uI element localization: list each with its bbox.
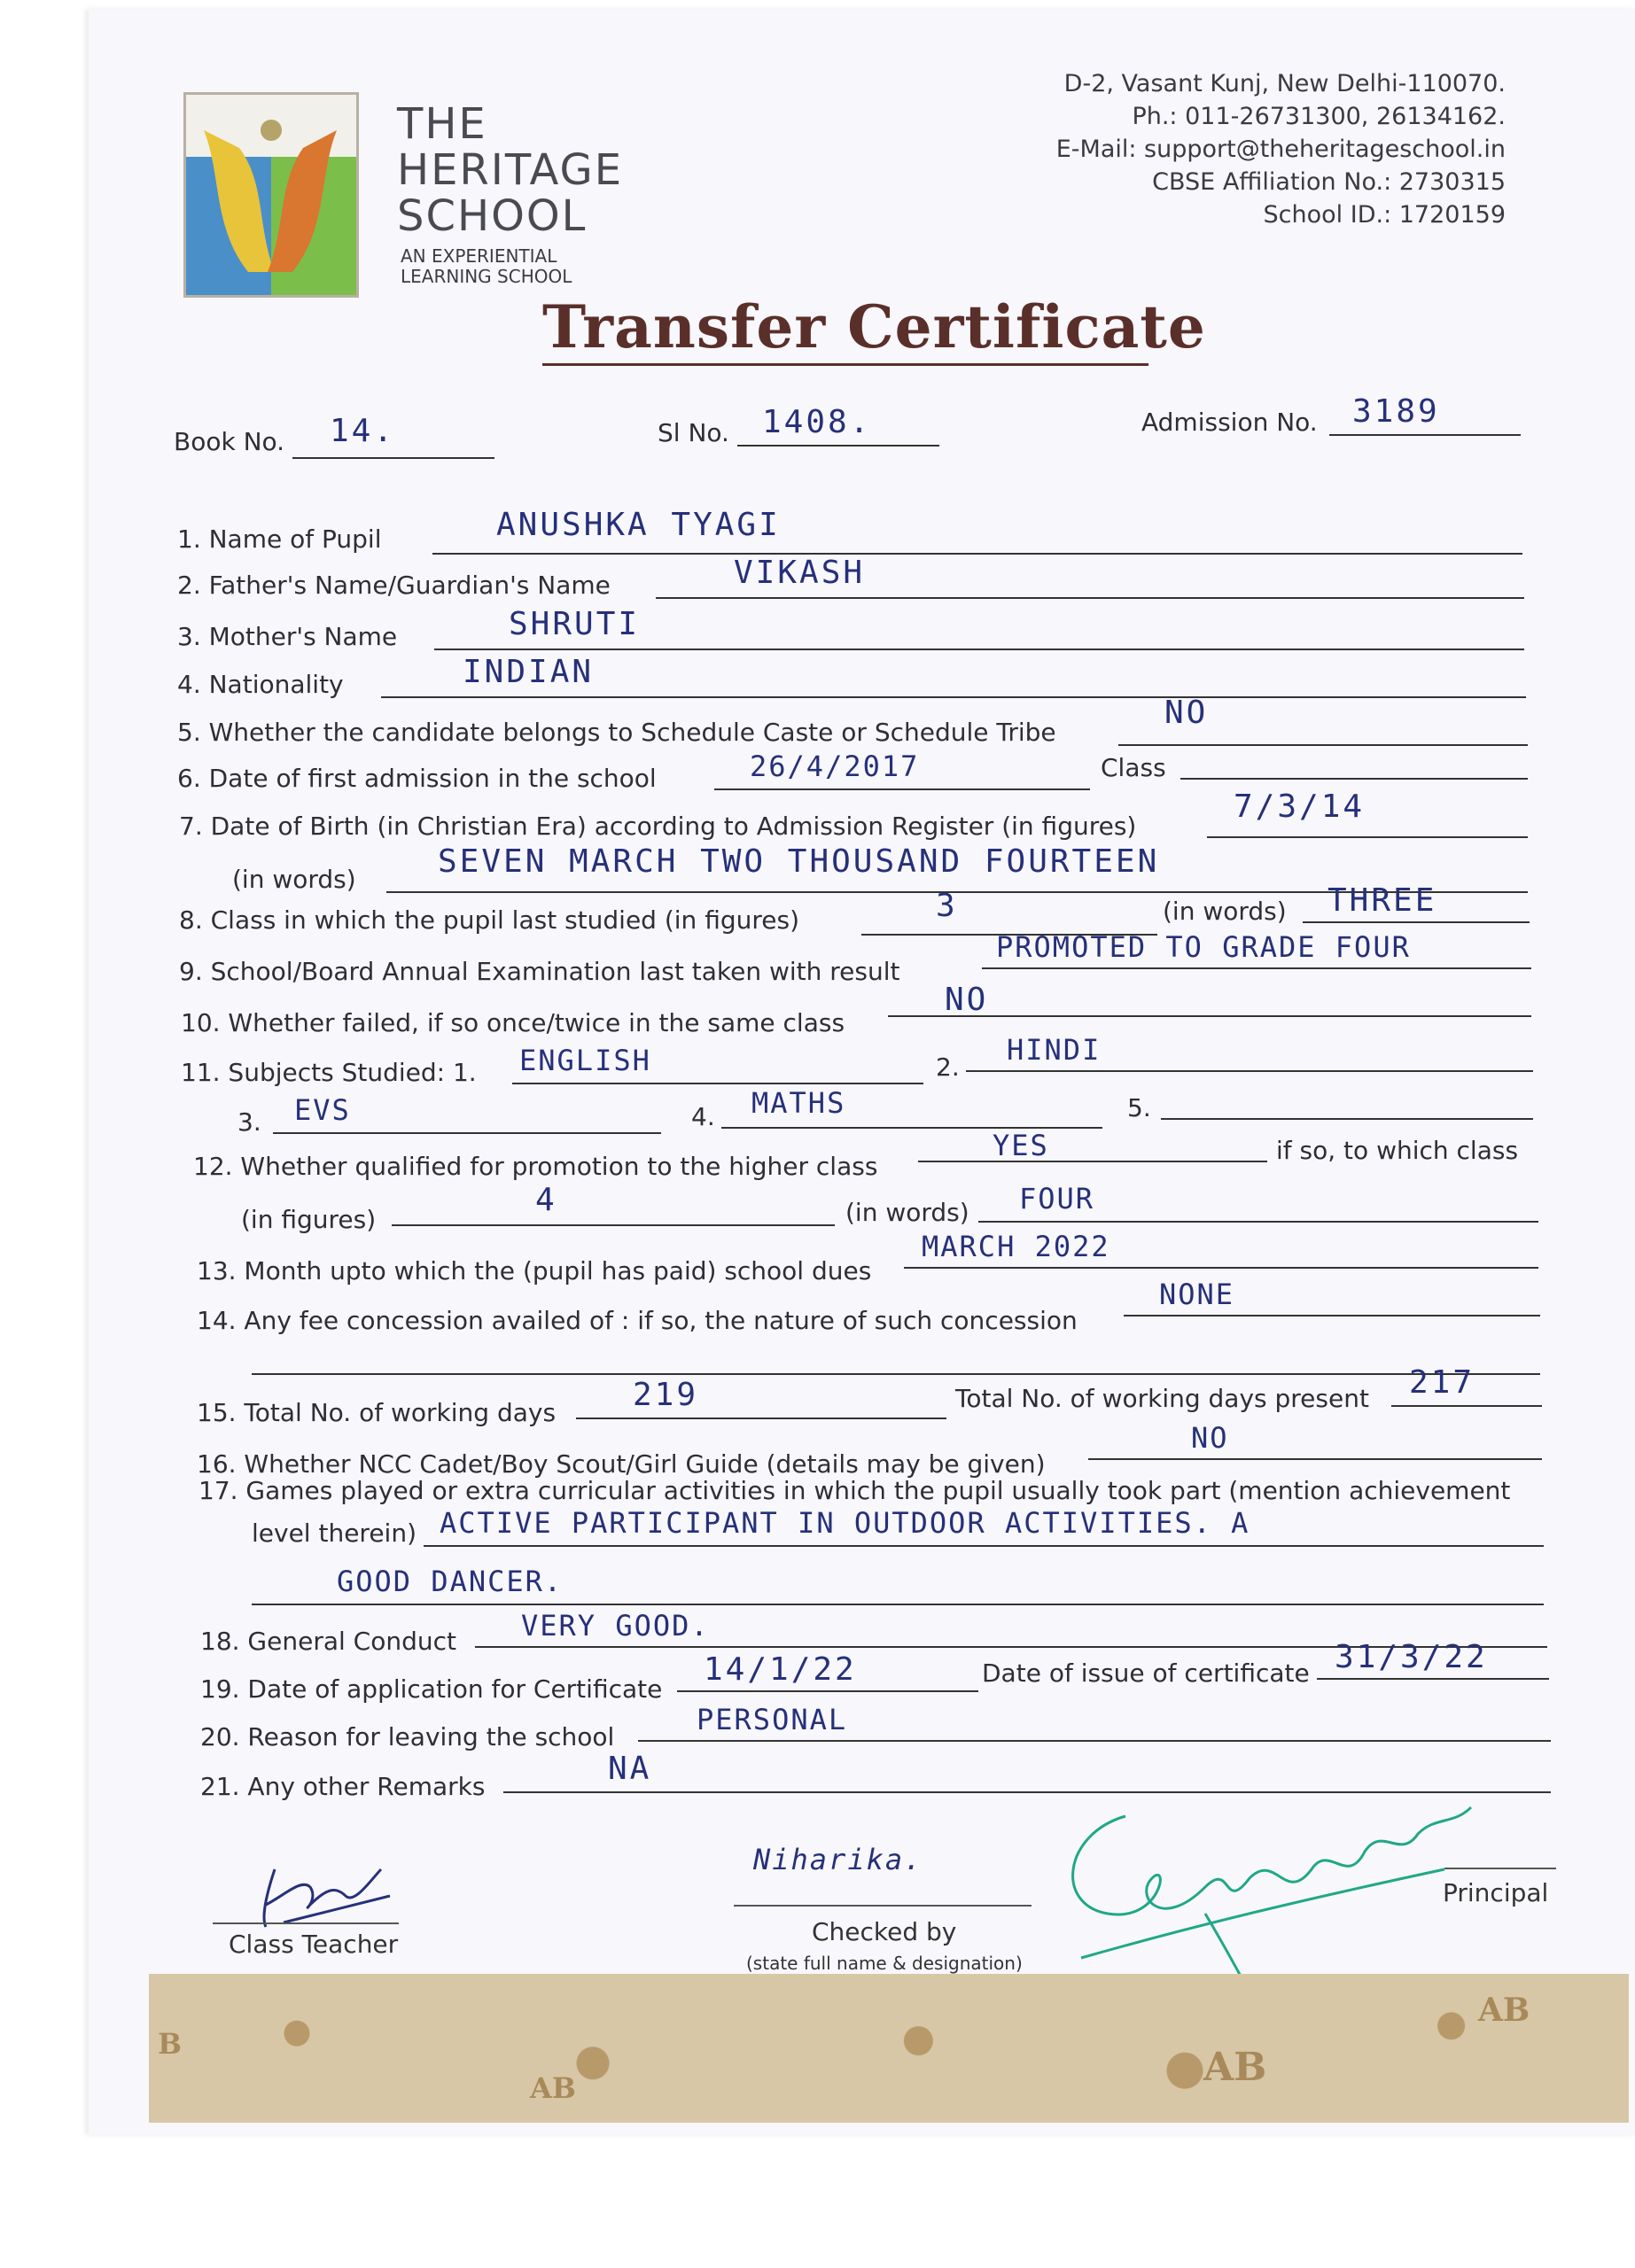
admission-no-value: 3189 (1352, 393, 1440, 430)
field-5-value: NO (1164, 695, 1209, 731)
field-15-present-label: Total No. of working days present (955, 1384, 1369, 1413)
field-8-words-label: (in words) (1163, 897, 1287, 926)
sl-no-value: 1408. (762, 404, 872, 440)
field-12-value: YES (993, 1129, 1049, 1162)
field-19-value: 14/1/22 (704, 1651, 857, 1688)
field-18-label: 18. General Conduct (200, 1627, 456, 1656)
field-6-label: 6. Date of first admission in the school (177, 764, 657, 793)
field-3-label: 3. Mother's Name (177, 622, 398, 651)
subject-5-number: 5. (1127, 1093, 1151, 1122)
field-6-class-label: Class (1101, 753, 1166, 782)
field-15-value: 219 (633, 1377, 699, 1413)
address: D-2, Vasant Kunj, New Delhi-110070. (1063, 70, 1506, 97)
field-21-label: 21. Any other Remarks (200, 1772, 486, 1801)
field-20-label: 20. Reason for leaving the school (200, 1722, 615, 1751)
banner-b-icon: B (158, 2027, 183, 2061)
field-17-value-1: ACTIVE PARTICIPANT IN OUTDOOR ACTIVITIES. A (440, 1506, 1250, 1540)
affiliation: CBSE Affiliation No.: 2730315 (1152, 168, 1506, 196)
field-12-which-label: if so, to which class (1276, 1136, 1519, 1165)
field-5-label: 5. Whether the candidate belongs to Schedule Caste or Schedule Tribe (177, 718, 1056, 747)
checked-by-signature: Niharika. (753, 1843, 923, 1876)
field-20-value: PERSONAL (697, 1703, 848, 1736)
title-underline (542, 363, 1148, 366)
admission-no-label: Admission No. (1141, 408, 1318, 437)
field-14-value: NONE (1159, 1278, 1235, 1311)
field-3-value: SHRUTI (509, 606, 641, 642)
field-10-label: 10. Whether failed, if so once/twice in the same class (181, 1008, 845, 1037)
field-13-label: 13. Month upto which the (pupil has paid) school dues (197, 1256, 872, 1285)
field-4-label: 4. Nationality (177, 670, 344, 699)
field-17-value-2: GOOD DANCER. (337, 1565, 564, 1598)
field-19-label: 19. Date of application for Certificate (200, 1674, 663, 1704)
email: E-Mail: support@theheritageschool.in (1055, 136, 1506, 163)
field-2-value: VIKASH (734, 555, 866, 591)
field-16-value: NO (1191, 1421, 1229, 1455)
school-logo (183, 92, 359, 298)
decorative-banner (149, 1974, 1629, 2123)
document-title: Transfer Certificate (542, 292, 1206, 361)
field-10-value: NO (945, 982, 989, 1018)
field-18-value: VERY GOOD. (521, 1609, 710, 1643)
subject-1-value: ENGLISH (519, 1044, 651, 1077)
school-id: School ID.: 1720159 (1263, 201, 1506, 229)
banner-ab-icon: AB (1478, 1992, 1530, 2029)
field-7-label: 7. Date of Birth (in Christian Era) according to Admission Register (in figures) (179, 812, 1137, 841)
subject-4-number: 4. (691, 1102, 715, 1131)
field-15-label: 15. Total No. of working days (197, 1398, 557, 1427)
field-6-value: 26/4/2017 (750, 750, 920, 783)
principal-label: Principal (1443, 1878, 1549, 1907)
field-12-label: 12. Whether qualified for promotion to the higher class (193, 1152, 878, 1181)
field-19-issue-label: Date of issue of certificate (982, 1658, 1310, 1688)
school-tagline: AN EXPERIENTIAL LEARNING SCHOOL (401, 245, 572, 287)
field-8-value: 3 (936, 888, 958, 924)
field-16-label: 16. Whether NCC Cadet/Boy Scout/Girl Guide (details may be given) (197, 1449, 1046, 1479)
field-12-figures-value: 4 (535, 1182, 557, 1218)
class-teacher-signature (248, 1852, 408, 1931)
field-17-label: 17. Games played or extra curricular activities in which the pupil usually took part (mention achievement (199, 1476, 1511, 1505)
field-7-words-value: SEVEN MARCH TWO THOUSAND FOURTEEN (438, 843, 1160, 880)
field-7-value: 7/3/14 (1234, 788, 1366, 825)
checked-by-label: Checked by (812, 1917, 957, 1946)
field-21-value: NA (608, 1751, 652, 1787)
banner-ab-icon: AB (1203, 2045, 1267, 2090)
field-17-label-2: level therein) (252, 1518, 417, 1548)
logo-hands-icon (186, 95, 356, 295)
checked-by-note: (state full name & designation) (746, 1953, 1023, 1974)
field-14-label: 14. Any fee concession availed of : if so, the nature of such concession (197, 1306, 1078, 1335)
field-9-value: PROMOTED TO GRADE FOUR (996, 930, 1411, 964)
field-12-words-label: (in words) (845, 1198, 969, 1227)
class-teacher-label: Class Teacher (229, 1930, 399, 1959)
school-contact (1056, 67, 1506, 231)
field-1-label: 1. Name of Pupil (177, 524, 382, 554)
subject-2-value: HINDI (1007, 1033, 1102, 1067)
subject-3-value: EVS (294, 1093, 351, 1127)
subject-2-number: 2. (936, 1052, 960, 1082)
field-12-words-value: FOUR (1019, 1182, 1095, 1216)
field-8-words-value: THREE (1327, 882, 1437, 919)
field-7-words-label: (in words) (232, 865, 356, 894)
subject-4-value: MATHS (751, 1086, 846, 1120)
field-14-extra-line (252, 1373, 1540, 1375)
book-no-label: Book No. (174, 427, 285, 456)
school-name: THE HERITAGE SCHOOL (397, 99, 624, 241)
sl-no-label: Sl No. (658, 418, 729, 447)
field-9-label: 9. School/Board Annual Examination last taken with result (179, 957, 900, 986)
subject-3-number: 3. (237, 1107, 261, 1137)
field-2-label: 2. Father's Name/Guardian's Name (177, 571, 611, 600)
phone: Ph.: 011-26731300, 26134162. (1132, 103, 1506, 130)
book-no-value: 14. (330, 413, 396, 449)
field-15-present-value: 217 (1409, 1364, 1475, 1401)
field-13-value: MARCH 2022 (922, 1230, 1110, 1263)
field-11-label: 11. Subjects Studied: 1. (181, 1058, 477, 1087)
field-8-label: 8. Class in which the pupil last studied (in figures) (179, 905, 799, 935)
field-4-value: INDIAN (463, 654, 595, 690)
field-19-issue-value: 31/3/22 (1335, 1639, 1488, 1675)
field-1-value: ANUSHKA TYAGI (496, 507, 781, 543)
field-12-figures-label: (in figures) (241, 1205, 377, 1234)
banner-ab-icon: AB (530, 2071, 576, 2105)
